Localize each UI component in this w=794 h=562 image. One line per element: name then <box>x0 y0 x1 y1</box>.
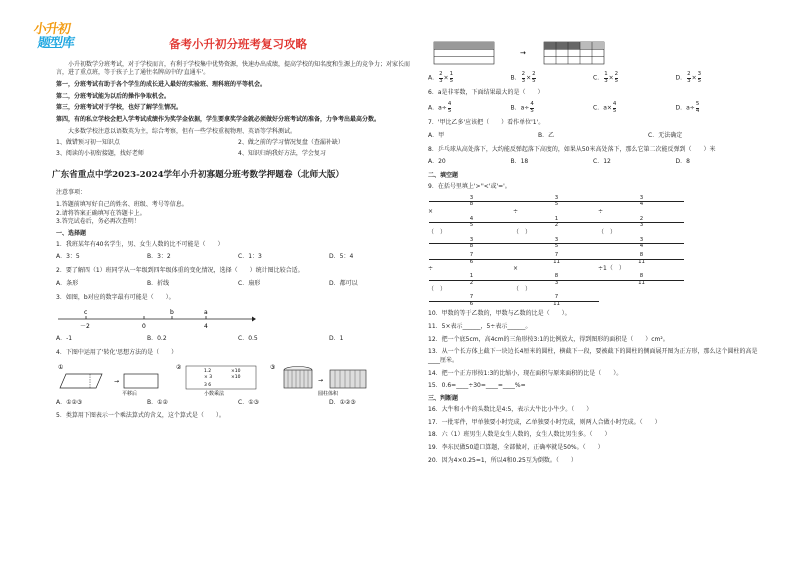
fig-num-1: ① <box>58 363 64 371</box>
question-6: 6．a是非零数，下面结果最大的是（ ） <box>428 89 544 97</box>
guide-tip: 1、做错预习初一知识点 <box>56 139 120 147</box>
q4-figures <box>56 362 420 396</box>
parallelogram-shape <box>60 374 102 388</box>
option: A．①②③ <box>56 398 83 406</box>
fig-caption-3: 圆柱体积 <box>318 390 339 396</box>
option: B．0.2 <box>147 335 167 343</box>
option: A．20 <box>428 158 446 166</box>
bar-before-fill <box>434 42 494 49</box>
q7-options <box>428 132 758 141</box>
label-zero: 0 <box>142 323 146 331</box>
option: C．①③ <box>238 398 259 406</box>
q4-figures-svg <box>56 362 416 396</box>
comparison: $\frac{8}{11}$ ÷1（ ） $\frac{8}{11}$ <box>598 253 683 307</box>
guide-point-2: 第二，分班考试能为以后的操作争取机会。 <box>56 92 171 100</box>
guide-tip: 4、知识归纳我好方法，学会复习 <box>238 150 326 158</box>
question-12: 12．把一个底5cm，高4cm的三角形按3:1的比例放大，得到图形的面积是（ ）cm²。 <box>428 335 669 343</box>
option: D．5：4 <box>329 253 354 261</box>
option: B．乙 <box>538 132 555 140</box>
question-8: 8．乒乓球从高处落下，大约能反弹起落下高度的，如果从50米高处落下，那么它第二次能反弹到（ ）米 <box>428 145 716 153</box>
question-5: 5．类算用下图表示一个乘法算式的含义，这个算式是（ ）。 <box>56 412 225 420</box>
calc-line: × 3 <box>204 374 213 380</box>
label-minus-two: －2 <box>80 323 90 331</box>
q8-options <box>428 158 758 167</box>
section-judge: 三、判断题 <box>428 395 459 403</box>
q5-options <box>428 72 758 84</box>
logo-line2: 题型库 <box>36 36 75 51</box>
axis-arrow <box>252 317 256 322</box>
number-line-svg <box>56 306 256 332</box>
right-column <box>428 40 758 469</box>
option: B．折线 <box>147 279 170 287</box>
option: A．a÷ $\frac{4}{5}$ <box>428 101 452 114</box>
question-10: 10．甲数的等于乙数的，甲数与乙数的比是（ ）。 <box>428 310 571 318</box>
option: B．a÷ $\frac{4}{5}$ <box>510 101 534 114</box>
guide-point-3: 第三，分班考试对于学校，也好了解学生情况。 <box>56 104 183 112</box>
logo-line1: 小升初 <box>32 22 71 37</box>
notice-item: 2.请将答案正确填写在答题卡上。 <box>56 209 146 217</box>
label-c: c <box>84 309 88 317</box>
option: C．无法确定 <box>648 132 683 140</box>
section-choice: 一、选择题 <box>56 230 87 238</box>
option: D．a÷ $\frac{5}{4}$ <box>675 101 700 114</box>
option: C．12 <box>593 158 611 166</box>
option: D．都可以 <box>329 279 358 287</box>
question-14: 14．把一个正方形按1:3的比缩小，现在面积与原来面积的比是（ ）。 <box>428 369 623 377</box>
question-16: 16．大牛和小牛的头数比是4:5，表示大牛比小牛少。（ ） <box>428 405 593 413</box>
guide-point-4: 第四，有的私立学校会把入学考试成绩作为奖学金依据，学生要拿奖学金就必须做好分班考试的准备，力争考出最高分数。 <box>56 116 381 124</box>
comparison: $\frac{7}{6}$ ÷ $\frac{1}{2}$ （ ） $\frac{7}{6}$ <box>428 253 513 307</box>
q1-options <box>56 253 420 262</box>
guide-tip: 3、阅读的小初衔接题，找好老师 <box>56 150 144 158</box>
option: A．3：5 <box>56 253 80 261</box>
guide-point-1: 第一，分班考试有助于各个学生的成长进入最好的实验班、理科班的平等机会。 <box>56 81 267 89</box>
arrow-glyph: → <box>318 376 324 384</box>
label-four: 4 <box>204 323 208 331</box>
notice-title: 注意事项： <box>56 189 87 197</box>
q5-figure-svg <box>428 40 668 68</box>
fig-caption-1: 平移后 <box>122 390 138 396</box>
calc-line: 3 6 <box>204 382 212 388</box>
option: B． $\frac{2}{3}$ × $\frac{2}{5}$ <box>510 71 536 84</box>
q5-figure <box>428 40 758 68</box>
option: A．-1 <box>56 335 73 343</box>
option: C．a× $\frac{4}{5}$ <box>593 101 617 114</box>
question-15: 15．0.6=____÷30=____=____%= <box>428 382 526 390</box>
notice-item: 3.答完试卷后，务必再次查明！ <box>56 218 140 226</box>
arrow-glyph: → <box>520 49 526 57</box>
question-20: 20．因为4×0.25=1，所以4和0.25互为倒数。（ ） <box>428 456 577 464</box>
bar-after-fill-dark <box>544 42 580 49</box>
option: A．条形 <box>56 279 79 287</box>
notice-item: 1.答题前填写好自己的姓名、班级、考号等信息。 <box>56 201 188 208</box>
option: A．甲 <box>428 132 445 140</box>
guide-subintro: 大多数学校注意以语数英为主，综合考察，但有一些学校重视物理、英语等学科测试。 <box>68 127 297 135</box>
fig-caption-2: 小数乘法 <box>204 390 225 396</box>
option: C．扇形 <box>238 279 261 287</box>
cuboid-body <box>330 370 366 388</box>
calc-line: 1.2 <box>204 368 212 374</box>
comparison: $\frac{3}{4}$ ÷ $\frac{2}{3}$ （ ） $\frac{3}{4}$ <box>598 196 683 250</box>
comparison: $\frac{3}{5}$ ÷ $\frac{1}{2}$ （ ） $\frac{3}{5}$ <box>513 196 598 250</box>
q9-comparisons <box>428 196 758 250</box>
option: C．0.5 <box>238 335 258 343</box>
q3-options <box>56 335 420 344</box>
option: B．①② <box>147 398 168 406</box>
guide-intro: 小升初数学分班考试，对于学校而言，有利于学校集中优势资源，快速办出成绩，提高学校的知名度和生源上的竞争力；对家长而言，进了重点班，等于孩子上了通往名牌高中的'直通车'。 <box>56 60 411 77</box>
question-2: 2．要了解四（1）班同学从一年级到四年级体重的变化情况，选择（ ）统计图比较合适。 <box>56 267 304 275</box>
option: C．1：3 <box>238 253 262 261</box>
comparison: $\frac{7}{11}$ × $\frac{8}{3}$ （ ） $\frac{7}{11}$ <box>513 253 598 307</box>
option: B．3：2 <box>147 253 171 261</box>
calc-box <box>186 366 256 389</box>
question-19: 19．李东民做50道口算题，全部做对，正确率就是50%。（ ） <box>428 443 604 451</box>
option: D．8 <box>675 158 690 166</box>
q6-options <box>428 102 758 114</box>
option: B．18 <box>510 158 529 166</box>
option: D．1 <box>329 335 344 343</box>
rectangle-shape <box>124 374 158 388</box>
exam-title: 广东省重点中学2023-2024学年小升初寡题分班考数学押题卷（北师大版） <box>52 169 345 180</box>
q4-options <box>56 399 420 408</box>
arrow-glyph: → <box>114 377 120 385</box>
label-a: a <box>204 309 208 317</box>
calc-line: ×10 <box>231 368 241 374</box>
number-line-figure <box>56 306 420 332</box>
option: A． $\frac{2}{3}$ × $\frac{1}{5}$ <box>428 71 454 84</box>
label-b: b <box>170 309 174 317</box>
question-7: 7．'甲比乙多'应该把（ ）看作单位'1'。 <box>428 119 545 127</box>
option: D． $\frac{2}{3}$ × $\frac{3}{5}$ <box>675 71 702 84</box>
fig-num-2: ② <box>176 363 182 371</box>
option: C． $\frac{1}{3}$ × $\frac{2}{5}$ <box>593 71 619 84</box>
guide-tip: 2、做之前的学习情况复盘（查漏补缺） <box>238 139 344 147</box>
guide-title: 备考小升初分班考复习攻略 <box>169 37 307 51</box>
question-11: 11．5×表示______，5÷表示______。 <box>428 323 532 330</box>
question-4: 4．下图中运用了'转化'思想方法的是（ ） <box>56 348 178 356</box>
comparison: $\frac{3}{8}$ × $\frac{4}{5}$ （ ） $\frac{3}{8}$ <box>428 196 513 250</box>
option: D．①②③ <box>329 398 356 406</box>
question-3: 3．如图，b对应的数字最有可能是（ ）。 <box>56 293 175 301</box>
question-17: 17．一批零件，甲单独要小时完成，乙单独要小时完成，则两人合做小时完成。（ ） <box>428 418 661 426</box>
question-9: 9．在括号里填上'>''<'或'='。 <box>428 182 511 190</box>
q2-options <box>56 280 420 289</box>
fig-num-3: ③ <box>270 363 276 371</box>
q9-comparisons <box>428 253 758 307</box>
question-1: 1．我班某年有40名学生，男、女生人数的比不可能是（ ） <box>56 240 224 248</box>
section-fill: 二、填空题 <box>428 172 459 180</box>
calc-line: ×10 <box>231 374 241 380</box>
guide-tips <box>56 139 420 160</box>
question-18: 18．六（1）班男生人数是女生人数的，女生人数比男生多。（ ） <box>428 431 611 439</box>
question-13: 13．从一个长方体上截下一块边长4厘米的圆柱，横截下一段，要被截下的圆柱的侧面展开图为正方形，那么这个圆柱的高是____厘米。 <box>428 348 758 365</box>
